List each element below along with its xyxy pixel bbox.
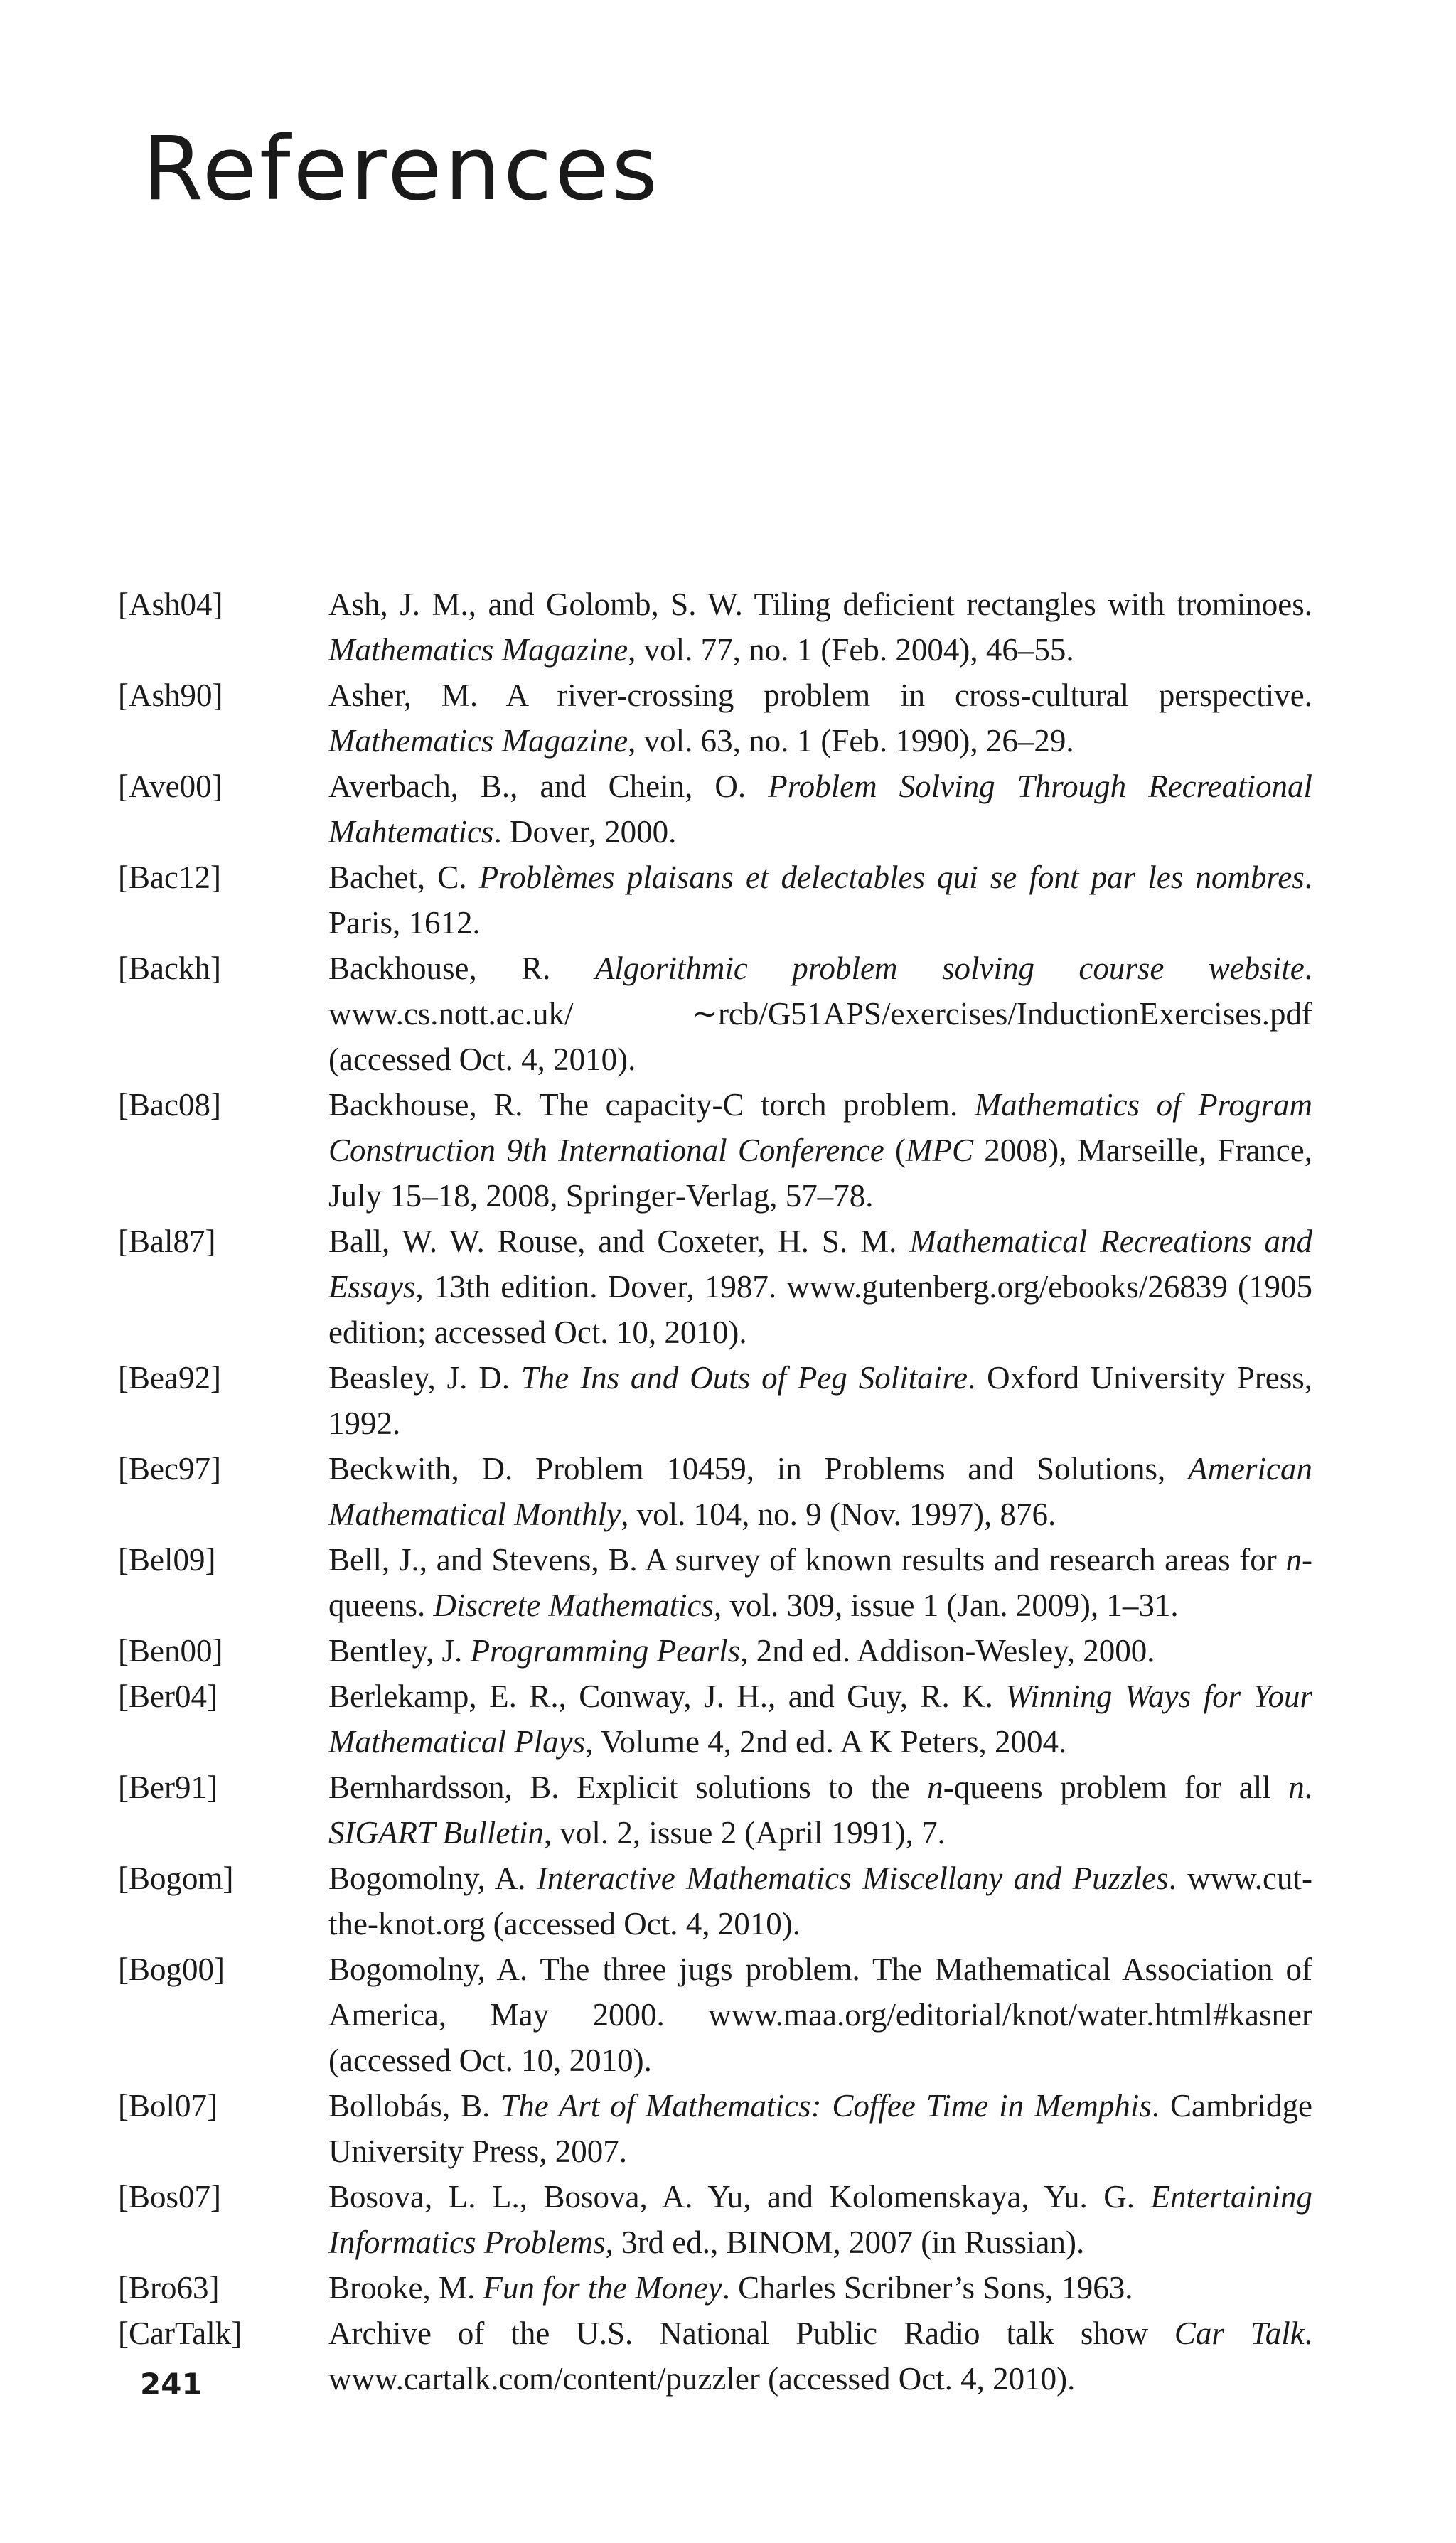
reference-italic-segment: SIGART Bulletin [328, 1815, 544, 1851]
reference-segment: , 3rd ed., BINOM, 2007 (in Russian). [605, 2225, 1085, 2260]
reference-segment: Bachet, C. [328, 860, 479, 895]
reference-italic-segment: Problèmes plaisans et delectables qui se font par les nombres [478, 860, 1305, 895]
reference-entry [118, 2174, 1312, 2265]
reference-text [328, 582, 1312, 673]
reference-text [328, 1355, 1312, 1446]
reference-segment: -queens. [328, 1542, 1312, 1623]
reference-italic-segment: n [1285, 1542, 1302, 1578]
reference-italic-segment: Mathematics Magazine [328, 723, 628, 759]
reference-key: [Ash04] [118, 587, 223, 622]
reference-italic-segment: Entertaining Informatics Problems [328, 2179, 1312, 2260]
reference-segment: . Charles Scribner’s Sons, 1963. [722, 2270, 1133, 2306]
reference-segment: Ash, J. M., and Golomb, S. W. Tiling deficient rectangles with trominoes. [328, 587, 1312, 622]
reference-segment: Brooke, M. [328, 2270, 483, 2306]
reference-text [328, 764, 1312, 855]
reference-segment: . Dover, 2000. [493, 814, 677, 850]
reference-key: [Bro63] [118, 2270, 220, 2306]
reference-key: [Bac12] [118, 860, 221, 895]
reference-segment: Bentley, J. [328, 1633, 471, 1669]
reference-text [328, 2174, 1312, 2265]
reference-entry [118, 1082, 1312, 1219]
reference-segment: Bogomolny, A. [328, 1861, 537, 1896]
reference-entry [118, 1537, 1312, 1628]
reference-text [328, 2311, 1312, 2402]
reference-segment: . www.cut-the-knot.org (accessed Oct. 4, 2010). [328, 1861, 1313, 1942]
reference-key: [CarTalk] [118, 2316, 242, 2351]
reference-text [328, 2265, 1312, 2311]
reference-segment: ( [884, 1133, 906, 1168]
reference-segment: Beckwith, D. Problem 10459, in Problems and Solutions, [328, 1451, 1189, 1487]
reference-segment: , vol. 104, no. 9 (Nov. 1997), 876. [621, 1497, 1056, 1532]
reference-segment: . Oxford University Press, 1992. [328, 1360, 1312, 1441]
reference-entry [118, 673, 1312, 764]
reference-key: [Ben00] [118, 1633, 223, 1669]
reference-italic-segment: Programming Pearls [470, 1633, 741, 1669]
reference-italic-segment: Winning Ways for Your Mathematical Plays [328, 1679, 1312, 1760]
reference-segment: Bosova, L. L., Bosova, A. Yu, and Kolomenskaya, Yu. G. [328, 2179, 1151, 2215]
reference-segment: 2008), Marseille, France, July 15–18, 2008, Springer-Verlag, 57–78. [328, 1133, 1312, 1214]
reference-italic-segment: Mathematical Recreations and Essays [328, 1224, 1312, 1305]
reference-italic-segment: Fun for the Money [483, 2270, 722, 2306]
reference-key: [Ber91] [118, 1770, 218, 1805]
reference-entry [118, 855, 1312, 946]
reference-entry [118, 1947, 1312, 2083]
reference-text [328, 1947, 1312, 2083]
reference-key: [Bac08] [118, 1087, 221, 1123]
reference-segment: , vol. 309, issue 1 (Jan. 2009), 1–31. [713, 1588, 1179, 1623]
reference-italic-segment: n [1288, 1770, 1305, 1805]
reference-italic-segment: Mathematics Magazine [328, 632, 628, 668]
reference-entry [118, 1446, 1312, 1537]
reference-key: [Bec97] [118, 1451, 221, 1487]
reference-entry [118, 946, 1312, 1082]
reference-segment: -queens problem for all [943, 1770, 1289, 1805]
page-number: 241 [140, 2367, 203, 2402]
reference-segment: . www.cartalk.com/content/puzzler (accessed Oct. 4, 2010). [328, 2316, 1312, 2397]
reference-text [328, 1446, 1312, 1537]
reference-key: [Ber04] [118, 1679, 218, 1714]
reference-key: [Ash90] [118, 678, 223, 713]
reference-segment: , 13th edition. Dover, 1987. www.gutenberg.org/ebooks/26839 (1905 edition; accessed Oct. 10, 2010). [328, 1269, 1312, 1350]
reference-segment: Asher, M. A river-crossing problem in cross-cultural perspective. [328, 678, 1312, 713]
reference-text [328, 1628, 1312, 1674]
reference-segment: Beasley, J. D. [328, 1360, 521, 1396]
reference-entry [118, 2311, 1312, 2402]
reference-italic-segment: American Mathematical Monthly [328, 1451, 1312, 1532]
reference-entry [118, 764, 1312, 855]
reference-text [328, 1765, 1312, 1856]
reference-text [328, 1856, 1312, 1947]
reference-italic-segment: n [927, 1770, 943, 1805]
reference-segment: . Paris, 1612. [328, 860, 1312, 941]
reference-italic-segment: Mathematics of Program Construction 9th International Conference [328, 1087, 1312, 1168]
reference-entry [118, 2083, 1312, 2174]
reference-text [328, 855, 1312, 946]
reference-segment: Backhouse, R. The capacity-C torch problem. [328, 1087, 975, 1123]
reference-segment: Backhouse, R. [328, 951, 595, 986]
reference-segment: Bernhardsson, B. Explicit solutions to the [328, 1770, 928, 1805]
reference-key: [Bol07] [118, 2088, 218, 2124]
reference-segment: Bogomolny, A. The three jugs problem. The Mathematical Association of America, May 2000. www.maa.org/editorial/knot/water.html#kasner (accessed Oct. 10, 2010). [328, 1952, 1312, 2078]
reference-entry [118, 1856, 1312, 1947]
reference-text [328, 1674, 1312, 1765]
reference-segment: Archive of the U.S. National Public Radio talk show [328, 2316, 1174, 2351]
reference-italic-segment: Car Talk [1174, 2316, 1305, 2351]
reference-italic-segment: Algorithmic problem solving course website [594, 951, 1305, 986]
reference-segment: Bell, J., and Stevens, B. A survey of known results and research areas for [328, 1542, 1286, 1578]
reference-segment: , Volume 4, 2nd ed. A K Peters, 2004. [585, 1724, 1067, 1760]
reference-segment: Averbach, B., and Chein, O. [328, 769, 769, 804]
reference-key: [Bog00] [118, 1952, 225, 1987]
reference-key: [Bos07] [118, 2179, 221, 2215]
reference-segment: Bollobás, B. [328, 2088, 501, 2124]
page-title: References [142, 118, 661, 220]
reference-segment: , 2nd ed. Addison-Wesley, 2000. [740, 1633, 1155, 1669]
reference-entry [118, 1765, 1312, 1856]
reference-entry [118, 1628, 1312, 1674]
reference-text [328, 1082, 1312, 1219]
reference-text [328, 673, 1312, 764]
reference-text [328, 1537, 1312, 1628]
reference-entry [118, 2265, 1312, 2311]
reference-italic-segment: MPC [905, 1133, 973, 1168]
reference-text [328, 1219, 1312, 1355]
reference-italic-segment: Interactive Mathematics Miscellany and Puzzles [536, 1861, 1169, 1896]
reference-entry [118, 1674, 1312, 1765]
reference-segment: . Cambridge University Press, 2007. [328, 2088, 1312, 2169]
reference-segment: , vol. 63, no. 1 (Feb. 1990), 26–29. [628, 723, 1074, 759]
reference-key: [Bal87] [118, 1224, 216, 1259]
reference-entry [118, 1219, 1312, 1355]
reference-text [328, 2083, 1312, 2174]
reference-segment: Ball, W. W. Rouse, and Coxeter, H. S. M. [328, 1224, 910, 1259]
reference-entry [118, 582, 1312, 673]
reference-segment: , vol. 77, no. 1 (Feb. 2004), 46–55. [628, 632, 1074, 668]
reference-text [328, 946, 1312, 1082]
reference-key: [Ave00] [118, 769, 223, 804]
reference-entry [118, 1355, 1312, 1446]
reference-list [118, 582, 1312, 2402]
reference-key: [Backh] [118, 951, 221, 986]
reference-italic-segment: The Ins and Outs of Peg Solitaire [520, 1360, 968, 1396]
reference-italic-segment: Problem Solving Through Recreational Mahtematics [328, 769, 1312, 850]
reference-key: [Bea92] [118, 1360, 221, 1396]
reference-key: [Bogom] [118, 1861, 234, 1896]
reference-segment: . www.cs.nott.ac.uk/ ∼rcb/G51APS/exercises/InductionExercises.pdf (accessed Oct. 4, 2010). [328, 951, 1312, 1077]
reference-segment: Berlekamp, E. R., Conway, J. H., and Guy, R. K. [328, 1679, 1006, 1714]
reference-italic-segment: The Art of Mathematics: Coffee Time in Memphis [500, 2088, 1152, 2124]
reference-segment: . [1304, 1770, 1312, 1805]
reference-italic-segment: Discrete Mathematics [433, 1588, 714, 1623]
reference-segment: , vol. 2, issue 2 (April 1991), 7. [543, 1815, 946, 1851]
reference-key: [Bel09] [118, 1542, 216, 1578]
